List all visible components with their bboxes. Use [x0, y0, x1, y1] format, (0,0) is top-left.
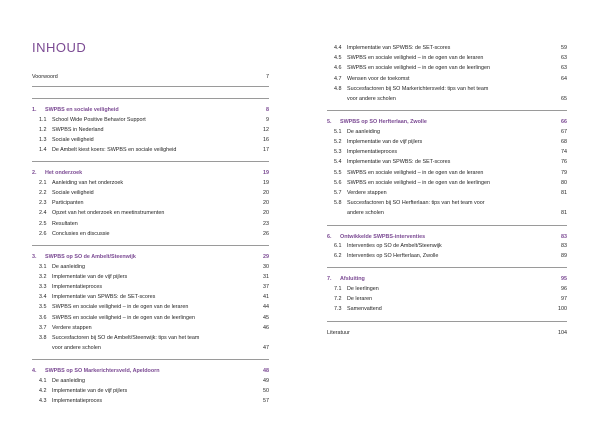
toc-entry-number: 4.6 [334, 65, 342, 72]
toc-entry-page: 83 [561, 233, 567, 240]
toc-entry-page: 12 [263, 126, 269, 133]
toc-entry-title: Aanleiding van het onderzoek [52, 179, 124, 186]
toc-entry-number: 1. [32, 107, 37, 113]
toc-section-entry[interactable] [32, 106, 269, 114]
toc-entry-page: 16 [263, 136, 269, 143]
toc-entry[interactable] [32, 189, 269, 197]
toc-entry-title: De aanleiding [52, 263, 85, 270]
toc-entry-page: 96 [561, 285, 567, 292]
toc-entry-title: SWPBS en sociale veiligheid [45, 107, 119, 113]
toc-entry-page: 100 [558, 306, 567, 313]
toc-entry-title: Succesfactoren bij SO Markerichtersveld: tips van het team [347, 85, 489, 92]
toc-entry-page: 67 [561, 128, 567, 135]
toc-entry-number [327, 95, 347, 103]
toc-entry-title: Resultaten [52, 220, 78, 227]
toc-entry-title: De Ambelt kiest koers: SWPBS en sociale veiligheid [52, 147, 177, 154]
toc-entry-number: 1.3 [39, 136, 47, 143]
toc-entry[interactable] [327, 138, 567, 146]
toc-entry-number: 4. [32, 368, 37, 375]
toc-entry-title: Ontwikkelde SWPBS-interventies [340, 233, 426, 240]
toc-entry-page: 76 [561, 159, 567, 166]
toc-entry-number: 4.1 [39, 377, 47, 384]
toc-entry-number: 1.4 [39, 147, 47, 154]
toc-entry-title: Opzet van het onderzoek en meetinstrumenten [52, 210, 165, 217]
toc-entry[interactable] [32, 397, 269, 405]
toc-entry-title: Het onderzoek [45, 170, 83, 177]
toc-entry[interactable] [327, 44, 567, 52]
toc-entry-number: 3.3 [39, 283, 47, 290]
toc-entry-number: 7.3 [334, 306, 342, 313]
toc-entry[interactable] [32, 146, 269, 154]
toc-entry-number: 4.5 [334, 55, 342, 62]
toc-entry-number: 1.1 [39, 116, 47, 123]
toc-entry-number: 4.7 [334, 75, 342, 82]
section-divider [32, 98, 269, 99]
toc-entry-title: Conclusies en discussie [52, 230, 110, 237]
toc-entry-title: Interventies op SO de Ambelt/Steenwijk [347, 243, 442, 249]
toc-entry-page: 68 [561, 138, 567, 145]
toc-entry-title: Voorwoord [32, 74, 58, 80]
toc-entry-title: SWPBS en sociale veiligheid – in de ogen van de leraren [52, 304, 189, 311]
toc-entry-number: 5.8 [334, 200, 342, 207]
toc-entry-title: SWPBS en sociale veiligheid – in de ogen van de leraren [347, 169, 484, 176]
toc-entry-number: 6.1 [334, 243, 342, 249]
toc-entry[interactable] [32, 283, 269, 291]
toc-entry-title: Implementatieproces [52, 283, 103, 290]
toc-entry-number: 5.5 [334, 169, 342, 176]
toc-entry-page: 19 [263, 179, 269, 186]
toc-entry-number: 5.6 [334, 179, 342, 186]
toc-section-entry[interactable] [327, 275, 567, 283]
toc-entry-title: SWPBS op SO Herfterlaan, Zwolle [340, 119, 427, 126]
toc-entry-number: 2. [32, 170, 37, 177]
toc-entry[interactable] [32, 209, 269, 217]
toc-entry-title: SWPBS op SO de Ambelt/Steenwijk [45, 254, 136, 260]
toc-entry-number: 3.4 [39, 294, 47, 301]
toc-section-entry[interactable] [32, 169, 269, 177]
toc-entry[interactable] [32, 116, 269, 124]
toc-entry[interactable] [327, 285, 567, 293]
toc-entry-page: 31 [263, 273, 269, 280]
toc-entry-page: 20 [263, 190, 269, 196]
section-divider [327, 321, 567, 322]
section-divider [327, 110, 567, 111]
toc-section-entry[interactable] [327, 233, 567, 241]
toc-entry[interactable] [32, 387, 269, 395]
toc-entry-title: voor andere scholen [347, 96, 396, 102]
toc-entry[interactable] [327, 54, 567, 62]
toc-entry-title: Implementatie van SPWBS: de SET-scores [347, 45, 451, 51]
toc-entry-title: De aanleiding [347, 128, 380, 135]
toc-entry-number [327, 209, 347, 217]
toc-entry-title: Implementatieproces [347, 149, 398, 156]
toc-entry[interactable] [32, 324, 269, 332]
toc-entry[interactable] [327, 128, 567, 136]
toc-entry-title: Implementatieproces [52, 398, 103, 405]
toc-entry-page: 104 [558, 329, 567, 336]
toc-entry-number: 5.7 [334, 189, 342, 196]
toc-entry-title: SWPBS en sociale veiligheid – in de ogen van de leraren [347, 55, 484, 62]
toc-entry-page: 47 [263, 345, 269, 352]
toc-entry-page [253, 334, 269, 342]
toc-entry-page: 80 [561, 179, 567, 186]
toc-entry[interactable] [32, 303, 269, 311]
toc-section-entry[interactable] [32, 367, 269, 375]
toc-entry-page: 81 [561, 189, 567, 196]
toc-entry-number: 3.2 [39, 273, 47, 280]
toc-entry-page: 46 [263, 324, 269, 331]
toc-entry[interactable] [327, 209, 567, 217]
toc-entry-page: 50 [263, 388, 269, 394]
toc-entry[interactable] [32, 199, 269, 207]
toc-entry-number: 5.4 [334, 159, 342, 166]
toc-entry[interactable] [327, 189, 567, 197]
toc-entry-page: 95 [561, 276, 567, 283]
toc-section-entry[interactable] [327, 118, 567, 126]
toc-entry-number: 2.6 [39, 230, 47, 237]
toc-entry-page: 79 [561, 169, 567, 176]
toc-entry-number: 6. [327, 233, 332, 240]
toc-entry[interactable] [32, 179, 269, 187]
toc-entry-page: 7 [266, 74, 269, 80]
toc-entry-title: Samenvattend [347, 306, 382, 313]
toc-entry[interactable] [32, 293, 269, 301]
toc-entry[interactable] [327, 329, 567, 337]
toc-entry[interactable] [32, 344, 269, 352]
toc-entry-page: 37 [263, 283, 269, 290]
toc-entry-number: 5.3 [334, 149, 342, 156]
toc-entry-page: 59 [561, 45, 567, 51]
toc-entry-title: andere scholen [347, 210, 384, 217]
toc-entry-title: SWPBS en sociale veiligheid – in de ogen van de leerlingen [347, 65, 490, 72]
toc-entry-page: 29 [263, 254, 269, 260]
toc-entry[interactable] [327, 85, 567, 93]
toc-entry-number: 2.5 [39, 220, 47, 227]
toc-entry-page: 81 [561, 210, 567, 217]
toc-entry-page: 74 [561, 149, 567, 156]
toc-entry-page: 45 [263, 314, 269, 321]
toc-entry[interactable] [327, 95, 567, 103]
toc-entry-page: 64 [561, 75, 567, 82]
toc-entry-number: 7.2 [334, 296, 342, 303]
toc-entry-title: Verdere stappen [52, 324, 92, 331]
toc-entry-title: School Wide Positive Behavior Support [52, 116, 146, 123]
toc-entry-page: 17 [263, 147, 269, 154]
section-divider [32, 161, 269, 162]
toc-entry-number: 2.1 [39, 179, 47, 186]
page-title: INHOUD [32, 40, 87, 55]
toc-entry-page: 20 [263, 210, 269, 217]
toc-entry-title: Implementatie van de vijf pijlers [347, 138, 423, 145]
toc-entry[interactable] [32, 314, 269, 322]
toc-entry-number: 7.1 [334, 285, 342, 292]
toc-entry[interactable] [327, 199, 567, 207]
toc-entry-page: 48 [263, 368, 269, 375]
toc-entry-page: 66 [561, 119, 567, 126]
toc-entry-title: SWPBS en sociale veiligheid – in de ogen van de leerlingen [52, 314, 195, 321]
toc-entry-page [551, 85, 567, 93]
toc-entry-page: 9 [266, 116, 269, 123]
toc-entry-page: 89 [561, 253, 567, 260]
toc-entry-title: Sociale veiligheid [52, 190, 94, 196]
toc-entry-number: 2.2 [39, 190, 47, 196]
toc-entry-page: 30 [263, 263, 269, 270]
toc-entry[interactable] [327, 169, 567, 177]
toc-entry-number: 5.2 [334, 138, 342, 145]
toc-entry-title: De leraren [347, 296, 373, 303]
toc-entry-title: SWPBS en sociale veiligheid – in de ogen van de leerlingen [347, 179, 490, 186]
toc-entry-page: 26 [263, 230, 269, 237]
toc-entry-number: 3.6 [39, 314, 47, 321]
toc-entry-page: 65 [561, 96, 567, 102]
toc-entry-number: 4.3 [39, 398, 47, 405]
toc-entry[interactable] [32, 220, 269, 228]
toc-entry-title: Implementatie van SPWBS: de SET-scores [52, 294, 156, 301]
toc-entry-page: 49 [263, 377, 269, 384]
toc-entry-title: Succesfactoren bij SO de Ambelt/Steenwijk: tips van het team [52, 334, 200, 341]
toc-entry-title: Implementatie van de vijf pijlers [52, 388, 128, 394]
toc-entry[interactable] [32, 263, 269, 271]
toc-entry-page: 83 [561, 243, 567, 249]
toc-entry[interactable] [327, 158, 567, 166]
toc-entry-number: 3.7 [39, 324, 47, 331]
toc-entry-number: 5.1 [334, 128, 342, 135]
toc-entry-page: 19 [263, 170, 269, 177]
toc-entry-title: Participanten [52, 200, 84, 207]
toc-entry-page: 20 [263, 200, 269, 207]
toc-entry[interactable] [327, 305, 567, 313]
toc-entry[interactable] [327, 64, 567, 72]
toc-entry-page: 23 [263, 220, 269, 227]
toc-entry[interactable] [327, 148, 567, 156]
section-divider [32, 86, 269, 87]
toc-entry-title: De leerlingen [347, 285, 379, 292]
toc-entry-page: 8 [266, 107, 269, 113]
toc-entry-number: 3. [32, 254, 37, 260]
toc-entry-number: 2.3 [39, 200, 47, 207]
toc-entry-number: 1.2 [39, 126, 47, 133]
toc-entry-number: 7. [327, 276, 332, 283]
toc-entry-page: 63 [561, 55, 567, 62]
toc-entry-title: Verdere stappen [347, 189, 387, 196]
toc-entry[interactable] [327, 179, 567, 187]
toc-entry-title: De aanleiding [52, 377, 85, 384]
toc-entry-number: 2.4 [39, 210, 47, 217]
toc-entry[interactable] [327, 295, 567, 303]
toc-entry[interactable] [32, 273, 269, 281]
section-divider [327, 267, 567, 268]
toc-entry-page: 97 [561, 296, 567, 303]
toc-section-entry[interactable] [32, 253, 269, 261]
toc-entry[interactable] [32, 126, 269, 134]
toc-entry-number: 3.5 [39, 304, 47, 311]
toc-entry[interactable] [327, 252, 567, 260]
section-divider [327, 225, 567, 226]
toc-entry-title: SWPBS in Nederland [52, 126, 104, 133]
toc-entry-page: 63 [561, 65, 567, 72]
toc-entry-number [32, 344, 52, 352]
toc-entry-title: Interventies op SO Herfterlaan, Zwolle [347, 253, 439, 260]
toc-entry-number: 3.1 [39, 263, 47, 270]
toc-entry-page: 44 [263, 304, 269, 311]
toc-entry-title: Wensen voor de toekomst [347, 75, 410, 82]
toc-entry-title: voor andere scholen [52, 345, 101, 352]
toc-entry-page [551, 199, 567, 207]
toc-entry[interactable] [32, 377, 269, 385]
toc-entry[interactable] [32, 73, 269, 81]
toc-entry-page: 41 [263, 294, 269, 301]
toc-entry-title: Literatuur [327, 329, 350, 336]
toc-entry-title: Implementatie van de vijf pijlers [52, 273, 128, 280]
toc-entry-number: 4.4 [334, 45, 342, 51]
toc-entry[interactable] [32, 334, 269, 342]
section-divider [32, 245, 269, 246]
toc-entry-title: Afsluiting [340, 276, 365, 283]
toc-entry[interactable] [32, 136, 269, 144]
toc-entry-title: Implementatie van SPWBS: de SET-scores [347, 159, 451, 166]
section-divider [32, 359, 269, 360]
toc-entry[interactable] [32, 230, 269, 238]
toc-entry-title: SWPBS op SO Markerichtersveld, Apeldoorn [45, 368, 160, 375]
toc-entry-title: Sociale veiligheid [52, 136, 94, 143]
toc-entry-number: 3.8 [39, 334, 47, 341]
toc-entry-number: 4.2 [39, 388, 47, 394]
toc-entry[interactable] [327, 75, 567, 83]
toc-entry-number: 5. [327, 119, 332, 126]
toc-entry-number: 6.2 [334, 253, 342, 260]
toc-entry-number: 4.8 [334, 85, 342, 92]
toc-entry-title: Succesfactoren bij SO Herfterlaan: tips van het team voor [347, 200, 485, 207]
toc-entry[interactable] [327, 242, 567, 250]
toc-entry-page: 57 [263, 398, 269, 405]
